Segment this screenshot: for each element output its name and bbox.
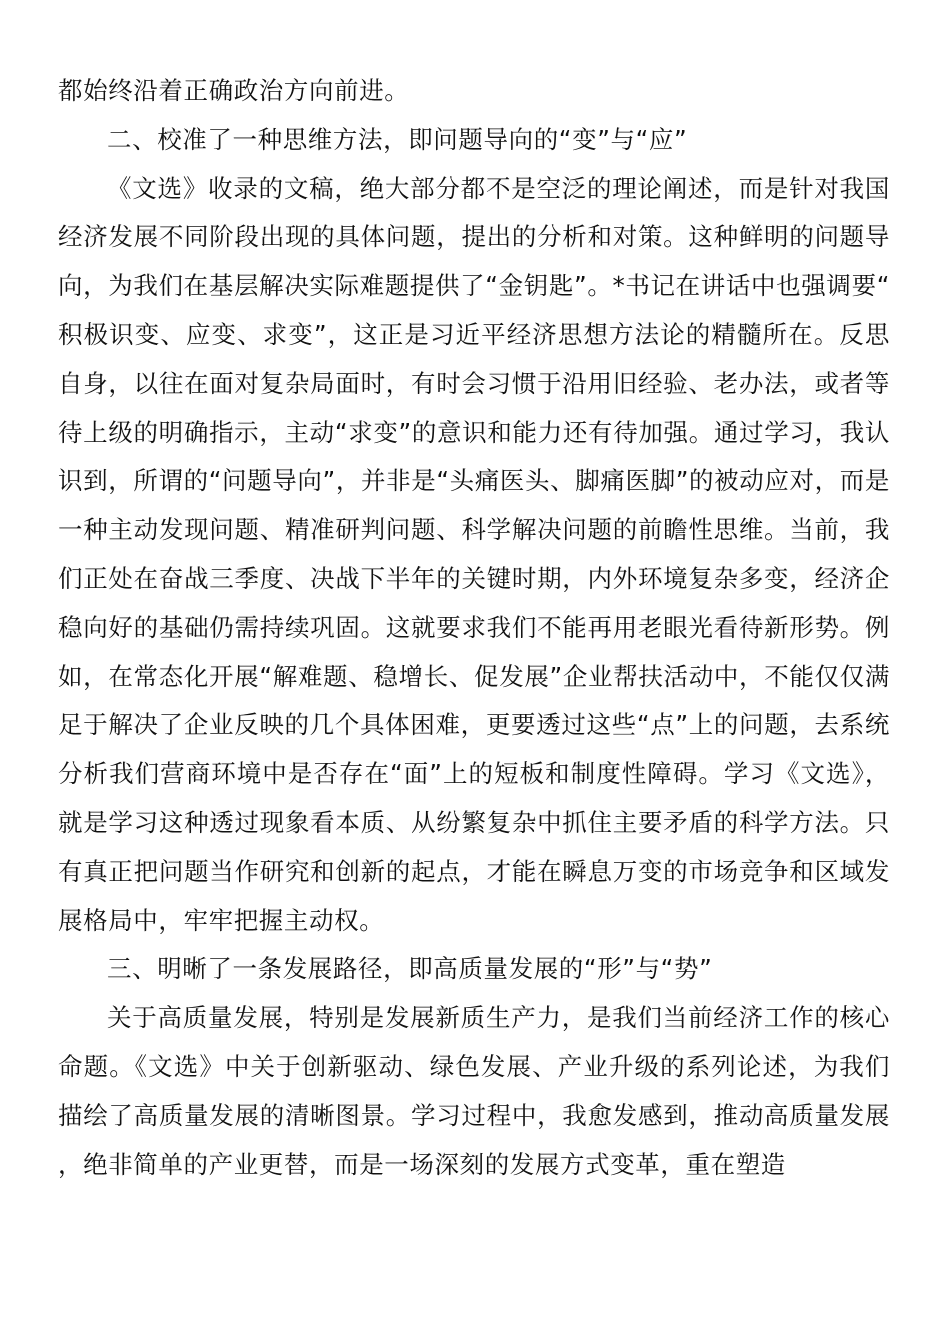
section-heading-3: 三、明晰了一条发展路径，即高质量发展的“形”与“势” <box>107 954 713 984</box>
paragraph-problem-orientation: 《文选》收录的文稿，绝大部分都不是空泛的理论阐述，而是针对我国经济发展不同阶段出现的具体问题，提出的分析和对策。这种鲜明的问题导向，为我们在基层解决实际难题提供了“金钥匙”。*书记在讲话中也强调要“积极识变、应变、求变”，这正是习近平经济思想方法论的精髓所在。反思自身，以往在面对复杂局面时，有时会习惯于沿用旧经验、老办法，或者等待上级的明确指示，主动“求变”的意识和能力还有待加强。通过学习，我认识到，所谓的“问题导向”，并非是“头痛医头、脚痛医脚”的被动应对，而是一种主动发现问题、精准研判问题、科学解决问题的前瞻性思维。当前，我们正处在奋战三季度、决战下半年的关键时期，内外环境复杂多变，经济企稳向好的基础仍需持续巩固。这就要求我们不能再用老眼光看待新形势。例如，在常态化开展“解难题、稳增长、促发展”企业帮扶活动中，不能仅仅满足于解决了企业反映的几个具体困难，更要透过这些“点”上的问题，去系统分析我们营商环境中是否存在“面”上的短板和制度性障碍。学习《文选》，就是学习这种透过现象看本质、从纷繁复杂中抓住主要矛盾的科学方法。只有真正把问题当作研究和创新的起点，才能在瞬息万变的市场竞争和区域发展格局中，牢牢把握主动权。 <box>58 173 890 935</box>
document-body <box>58 67 890 1189</box>
section-heading-2: 二、校准了一种思维方法，即问题导向的“变”与“应” <box>107 124 688 154</box>
paragraph-high-quality-development: 关于高质量发展，特别是发展新质生产力，是我们当前经济工作的核心命题。《文选》中关于创新驱动、绿色发展、产业升级的系列论述，为我们描绘了高质量发展的清晰图景。学习过程中，我愈发感到，推动高质量发展，绝非简单的产业更替，而是一场深刻的发展方式变革，重在塑造 <box>58 1003 890 1179</box>
paragraph-continuation: 都始终沿着正确政治方向前进。 <box>58 76 410 105</box>
